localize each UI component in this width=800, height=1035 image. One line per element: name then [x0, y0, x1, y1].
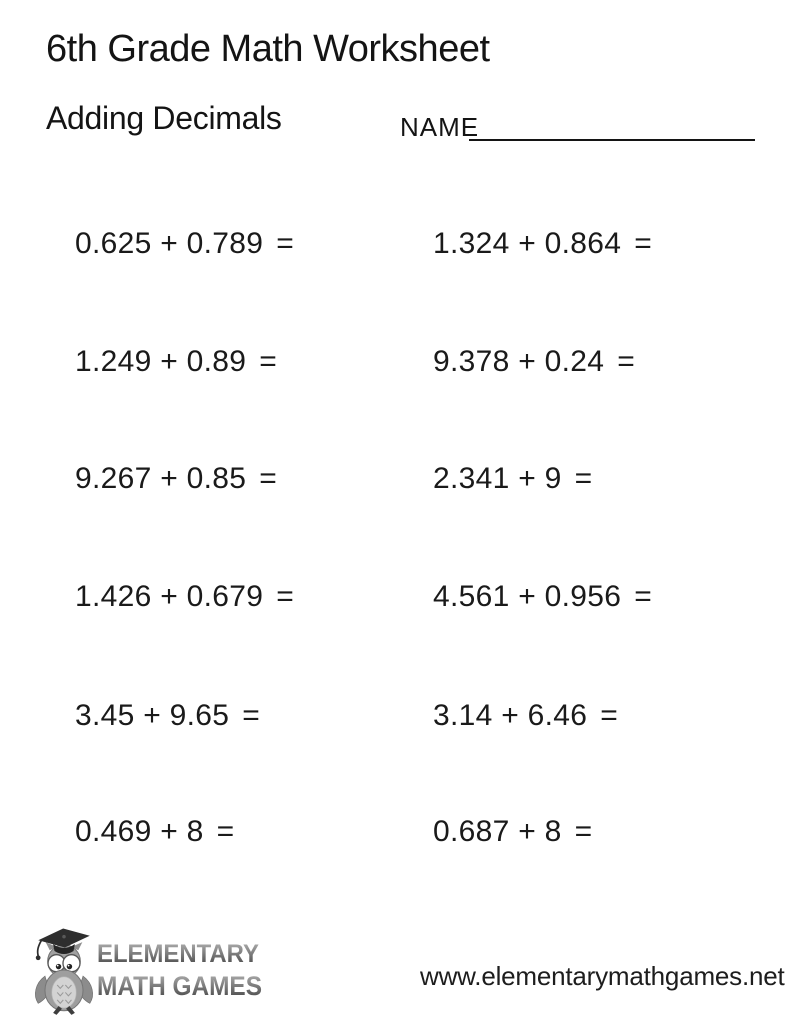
problem-8 [433, 580, 652, 614]
equals-sign: = [276, 580, 295, 613]
owl-mascot-icon [30, 925, 98, 1015]
problem-2 [433, 227, 652, 261]
problem-1 [75, 227, 294, 261]
website-url: www.elementarymathgames.net [420, 961, 785, 991]
problem-expression: 9.378 + 0.24 [433, 345, 605, 378]
problem-expression: 1.324 + 0.864 [433, 227, 622, 260]
problem-6 [433, 462, 592, 496]
problem-expression: 9.267 + 0.85 [75, 462, 247, 495]
name-label: NAME [400, 112, 480, 142]
problem-9 [75, 699, 260, 733]
logo-text-line2: MATH GAMES [97, 971, 262, 1001]
problem-11 [75, 815, 234, 849]
equals-sign: = [600, 699, 619, 732]
equals-sign: = [574, 815, 593, 848]
equals-sign: = [617, 345, 636, 378]
problem-expression: 0.625 + 0.789 [75, 227, 264, 260]
problem-expression: 3.14 + 6.46 [433, 699, 588, 732]
logo-text-line1: ELEMENTARY [97, 940, 260, 968]
problem-3 [75, 345, 277, 379]
equals-sign: = [216, 815, 235, 848]
problem-7 [75, 580, 294, 614]
problem-expression: 0.469 + 8 [75, 815, 204, 848]
logo-wordmark [95, 938, 270, 1004]
problem-expression: 0.687 + 8 [433, 815, 562, 848]
equals-sign: = [242, 699, 261, 732]
problem-expression: 1.426 + 0.679 [75, 580, 264, 613]
problem-12 [433, 815, 592, 849]
problem-expression: 2.341 + 9 [433, 462, 562, 495]
problem-5 [75, 462, 277, 496]
equals-sign: = [259, 462, 278, 495]
page-title: 6th Grade Math Worksheet [46, 28, 490, 70]
equals-sign: = [259, 345, 278, 378]
problem-10 [433, 699, 618, 733]
problem-4 [433, 345, 635, 379]
name-blank-line [469, 139, 755, 141]
equals-sign: = [634, 227, 653, 260]
problem-expression: 4.561 + 0.956 [433, 580, 622, 613]
problem-expression: 1.249 + 0.89 [75, 345, 247, 378]
equals-sign: = [574, 462, 593, 495]
worksheet-subtitle: Adding Decimals [46, 100, 282, 136]
equals-sign: = [634, 580, 653, 613]
equals-sign: = [276, 227, 295, 260]
problem-expression: 3.45 + 9.65 [75, 699, 230, 732]
